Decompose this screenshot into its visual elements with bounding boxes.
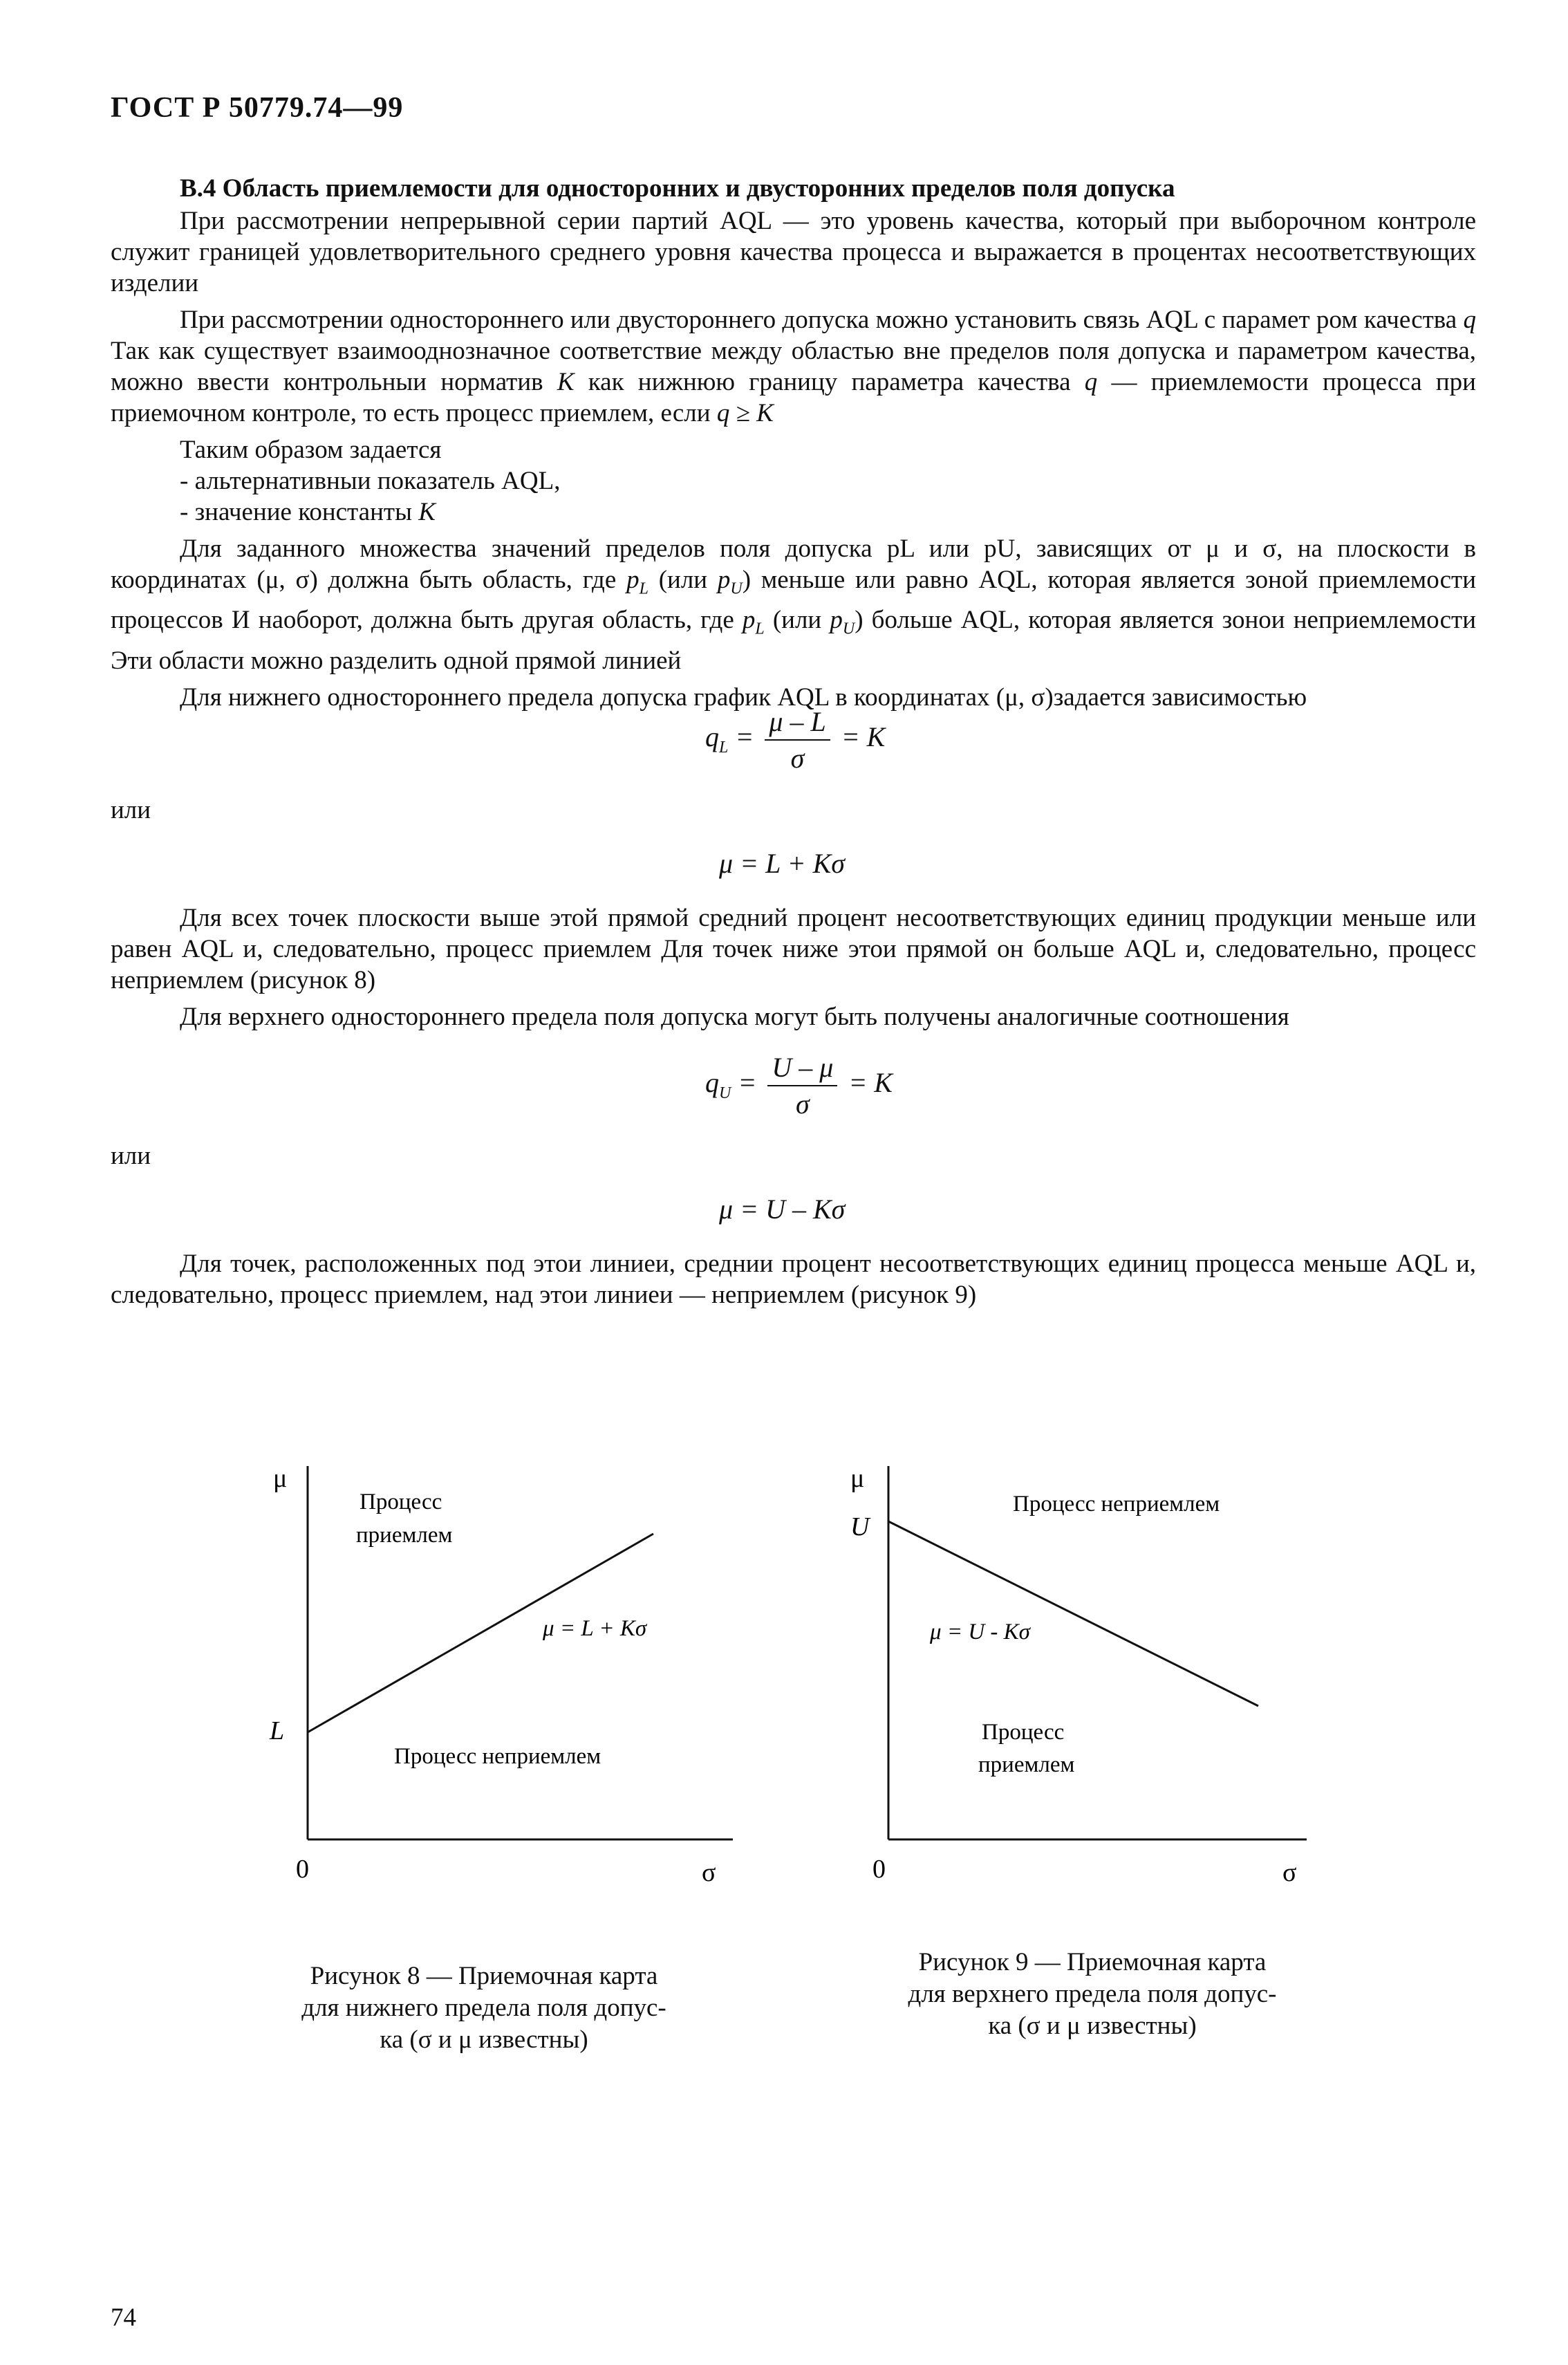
paragraph-5: Для нижнего одностороннего предела допуска график AQL в координатах (μ, σ)задается зависимостью [180, 683, 1307, 712]
or-text-2: или [111, 1142, 151, 1170]
list-item-k: - значение константы K [180, 498, 436, 526]
section-title: В.4 Область приемлемости для односторонних и двусторонних пределов поля допуска [180, 174, 1175, 203]
fig9-intercept-label: U [850, 1512, 870, 1541]
formula-mu-lower: μ = L + Kσ [719, 848, 845, 879]
fig9-y-label: μ [850, 1464, 865, 1493]
fig8-caption-line-1: Рисунок 8 — Приемочная карта [310, 1962, 658, 1990]
fig9-acceptance-line [888, 1521, 1258, 1706]
paragraph-1: При рассмотрении непрерывной серии партий AQL — это уровень качества, который при выборочном контроле служит границей удовлетворительного среднего уровня качества процесса и выражается в процентах несоответствующих изделии [111, 207, 1476, 297]
text-block-3 [111, 1248, 1476, 1316]
paragraph-2: При рассмотрении одностороннего или двустороннего допуска можно установить связь AQL с парамет ром качества q Так как существует взаимооднозначное соответствие между областью вне пределов поля допуска и параметром качества, можно ввести контрольныи норматив K как нижнюю границу параметра качества q — приемлемости процесса при приемочном контроле, то есть процесс приемлем, если q ≥ K [111, 306, 1476, 427]
formula-qU: $q_U$ = $\frac{U - \mu}{\sigma}$ = K [705, 1052, 893, 1120]
fig8-caption-line-3: ка (σ и μ известны) [380, 2025, 588, 2054]
fig8-origin-label: 0 [296, 1855, 309, 1884]
document-header: ГОСТ Р 50779.74—99 [111, 92, 404, 124]
main-text [111, 173, 1476, 718]
paragraph-6: Для всех точек плоскости выше этой прямой средний процент несоответствующих единиц продукции меньше или равен AQL и, следовательно, процесс приемлем Для точек ниже этои прямой он больше AQL и, следовательно, процесс неприемлем (рисунок 8) [111, 904, 1476, 994]
or-text-1: или [111, 796, 151, 824]
fig8-intercept-label: L [270, 1716, 285, 1745]
fig9-line-label: μ = U - Kσ [930, 1620, 1030, 1644]
formula-mu-upper: μ = U – Kσ [719, 1194, 846, 1225]
figure-9-caption [878, 1947, 1307, 2042]
paragraph-4: Для заданного множества значений пределов поля допуска pL или pU, зависящих от μ и σ, на плоскости в координатах (μ, σ) должна быть область, где $p_L$ (или $p_U$) меньше или равно AQL, которая является зоной приемлемости процессов И наоборот, должна быть другая область, где $p_L$ (или $p_U$) больше AQL, которая является зонои неприемлемости Эти области можно раздeлить одной прямой линией [111, 535, 1477, 675]
fig8-region-top-1: Процесс [360, 1490, 442, 1514]
fig8-region-bottom: Процесс неприемлем [394, 1744, 601, 1769]
formula-qL: $q_L$ = $\frac{\mu - L}{\sigma}$ = K [705, 706, 886, 774]
fig8-region-top-2: приемлем [356, 1523, 453, 1548]
page-number: 74 [111, 2303, 136, 2332]
fig9-region-bottom-2: приемлем [978, 1752, 1075, 1777]
fig9-caption-line-3: ка (σ и μ известны) [988, 2012, 1197, 2040]
paragraph-7: Для верхнего одностороннего предела поля допуска могут быть получены аналогичные соотношения [180, 1003, 1289, 1031]
fig8-caption-line-2: для нижнего предела поля допус- [301, 1994, 666, 2022]
fig8-y-label: μ [273, 1464, 288, 1493]
figure-9-diagram [830, 1452, 1383, 1902]
paragraph-3: Таким образом задается [180, 436, 442, 464]
figure-8-caption [277, 1960, 691, 2056]
fig8-x-label: σ [702, 1858, 716, 1887]
fig9-region-bottom-1: Процесс [982, 1720, 1065, 1745]
fig9-x-label: σ [1282, 1858, 1297, 1887]
figure-8-diagram [242, 1452, 864, 1902]
text-block-2 [111, 902, 1476, 1038]
fig9-region-top: Процесс неприемлем [1013, 1492, 1220, 1517]
paragraph-8: Для точек, расположенных под этои линиеи, среднии процент несоответствующих единиц процесса меньше AQL и, следовательно, процесс приемлем, над этои линиеи — неприемлем (рисунок 9) [111, 1250, 1476, 1309]
fig9-origin-label: 0 [872, 1855, 886, 1884]
fig8-line-label: μ = L + Kσ [543, 1616, 647, 1641]
fig9-caption-line-1: Рисунок 9 — Приемочная карта [918, 1948, 1267, 1976]
list-item-aql: - альтернативныи показатель AQL, [180, 467, 561, 495]
fig9-caption-line-2: для верхнего предела поля допус- [908, 1980, 1277, 2008]
